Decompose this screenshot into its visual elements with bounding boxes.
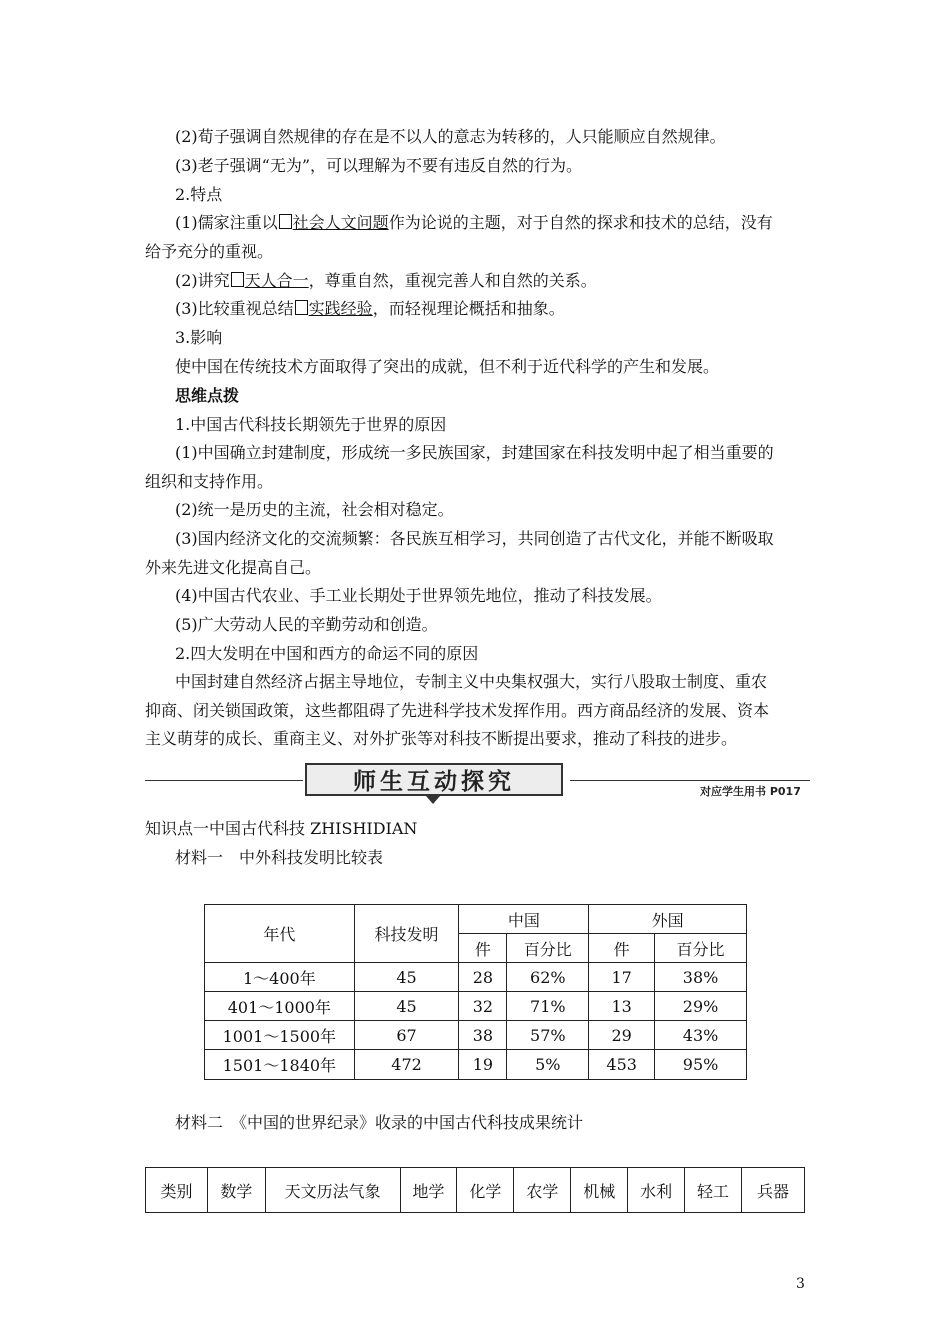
para-reason-5: (5)广大劳动人民的辛勤劳动和创造。 — [175, 615, 438, 634]
cell: 1～400年 — [205, 963, 355, 992]
material-1-title: 材料一 中外科技发明比较表 — [175, 848, 384, 867]
cell: 5% — [507, 1050, 589, 1080]
table-row — [205, 963, 747, 992]
cell: 401～1000年 — [205, 992, 355, 1021]
text: (3)比较重视总结 — [175, 299, 294, 318]
cell: 19 — [459, 1050, 507, 1080]
text: ，而轻视理论概括和抽象。 — [372, 299, 565, 318]
invention-comparison-table — [204, 904, 747, 1080]
cell: 62% — [507, 963, 589, 992]
table-row — [205, 992, 747, 1021]
para-reason-2: (2)统一是历史的主流，社会相对稳定。 — [175, 500, 454, 519]
header-percent-china: 百分比 — [507, 934, 589, 963]
para-inventions-2: 抑商、闭关锁国政策，这些都阻碍了先进科学技术发挥作用。西方商品经济的发展、资本 — [145, 701, 770, 720]
header-era: 年代 — [205, 905, 355, 963]
cell: 71% — [507, 992, 589, 1021]
header-count-china: 件 — [459, 934, 507, 963]
table-row — [146, 1168, 805, 1213]
cell: 453 — [589, 1050, 655, 1080]
blank-box-icon — [279, 214, 292, 229]
material-2-title: 材料二 《中国的世界纪录》收录的中国古代科技成果统计 — [175, 1113, 584, 1132]
achievement-stats-table — [145, 1167, 805, 1213]
para-reason-1: (1)中国确立封建制度，形成统一多民族国家，封建国家在科技发明中起了相当重要的 — [175, 443, 774, 462]
table-row — [205, 1021, 747, 1050]
blank-box-icon — [231, 272, 244, 287]
text: (2)讲究 — [175, 271, 230, 290]
para-continuation: 给予充分的重视。 — [145, 242, 274, 261]
para-reason-1-cont: 组织和支持作用。 — [145, 472, 274, 491]
cell: 95% — [655, 1050, 747, 1080]
text: 作为论说的主题，对于自然的探求和技术的总结，没有 — [388, 213, 773, 232]
heading-thinking-tips: 思维点拨 — [175, 386, 240, 405]
banner-rule-left — [145, 780, 303, 781]
page-number: 3 — [796, 1276, 805, 1292]
para-reason-3: (3)国内经济文化的交流频繁：各民族互相学习，共同创造了古代文化，并能不断吸取 — [175, 529, 774, 548]
para-reason-3-cont: 外来先进文化提高自己。 — [145, 558, 322, 577]
header-agronomy: 农学 — [514, 1168, 571, 1213]
header-category: 类别 — [146, 1168, 208, 1213]
answer-text: 实践经验 — [308, 299, 373, 318]
text: ，尊重自然，重视完善人和自然的关系。 — [308, 271, 597, 290]
blank-box-icon — [295, 300, 308, 315]
knowledge-point-title: 知识点一中国古代科技 ZHISHIDIAN — [145, 819, 418, 838]
header-geography: 地学 — [400, 1168, 457, 1213]
cell: 43% — [655, 1021, 747, 1050]
heading-four-inventions: 2.四大发明在中国和西方的命运不同的原因 — [175, 644, 479, 663]
header-chemistry: 化学 — [457, 1168, 514, 1213]
table-row — [205, 1050, 747, 1080]
cell: 29% — [655, 992, 747, 1021]
text: (1)儒家注重以 — [175, 213, 278, 232]
cell: 1501～1840年 — [205, 1050, 355, 1080]
para-xunzi: (2)荀子强调自然规律的存在是不以人的意志为转移的，人只能顺应自然规律。 — [175, 127, 726, 146]
para-inventions-3: 主义萌芽的成长、重商主义、对外扩张等对科技不断提出要求，推动了科技的进步。 — [145, 729, 738, 748]
para-laozi: (3)老子强调“无为”，可以理解为不要有违反自然的行为。 — [175, 156, 583, 175]
cell: 38% — [655, 963, 747, 992]
heading-impact: 3.影响 — [175, 328, 223, 347]
answer-blank-1 — [278, 213, 389, 232]
header-count-foreign: 件 — [589, 934, 655, 963]
header-math: 数学 — [207, 1168, 265, 1213]
header-percent-foreign: 百分比 — [655, 934, 747, 963]
para-reason-4: (4)中国古代农业、手工业长期处于世界领先地位，推动了科技发展。 — [175, 586, 662, 605]
student-book-reference: 对应学生用书 P017 — [700, 785, 801, 798]
cell: 13 — [589, 992, 655, 1021]
answer-blank-3 — [294, 299, 373, 318]
cell: 29 — [589, 1021, 655, 1050]
cell: 28 — [459, 963, 507, 992]
para-harmony — [175, 271, 810, 291]
header-china: 中国 — [459, 905, 589, 934]
para-impact: 使中国在传统技术方面取得了突出的成就，但不利于近代科学的产生和发展。 — [175, 357, 720, 376]
cell: 17 — [589, 963, 655, 992]
header-water-conservancy: 水利 — [628, 1168, 685, 1213]
cell: 32 — [459, 992, 507, 1021]
heading-reasons-lead: 1.中国古代科技长期领先于世界的原因 — [175, 415, 447, 434]
cell: 1001～1500年 — [205, 1021, 355, 1050]
para-inventions-1: 中国封建自然经济占据主导地位，专制主义中央集权强大，实行八股取士制度、重农 — [175, 672, 768, 691]
cell: 45 — [354, 992, 459, 1021]
cell: 45 — [354, 963, 459, 992]
cell: 38 — [459, 1021, 507, 1050]
header-machinery: 机械 — [571, 1168, 628, 1213]
cell: 67 — [354, 1021, 459, 1050]
header-foreign: 外国 — [589, 905, 747, 934]
answer-text: 天人合一 — [244, 271, 309, 290]
heading-features: 2.特点 — [175, 185, 223, 204]
answer-text: 社会人文问题 — [292, 213, 389, 232]
header-astronomy: 天文历法气象 — [265, 1168, 400, 1213]
banner-rule-right — [570, 780, 810, 781]
header-weapons: 兵器 — [742, 1168, 805, 1213]
para-confucian-focus — [175, 213, 810, 233]
answer-blank-2 — [230, 271, 309, 290]
banner-pointer-icon — [426, 796, 440, 804]
header-inventions: 科技发明 — [354, 905, 459, 963]
cell: 472 — [354, 1050, 459, 1080]
para-practice — [175, 299, 810, 319]
section-banner: 师生互动探究 — [305, 763, 563, 796]
header-light-industry: 轻工 — [685, 1168, 742, 1213]
cell: 57% — [507, 1021, 589, 1050]
